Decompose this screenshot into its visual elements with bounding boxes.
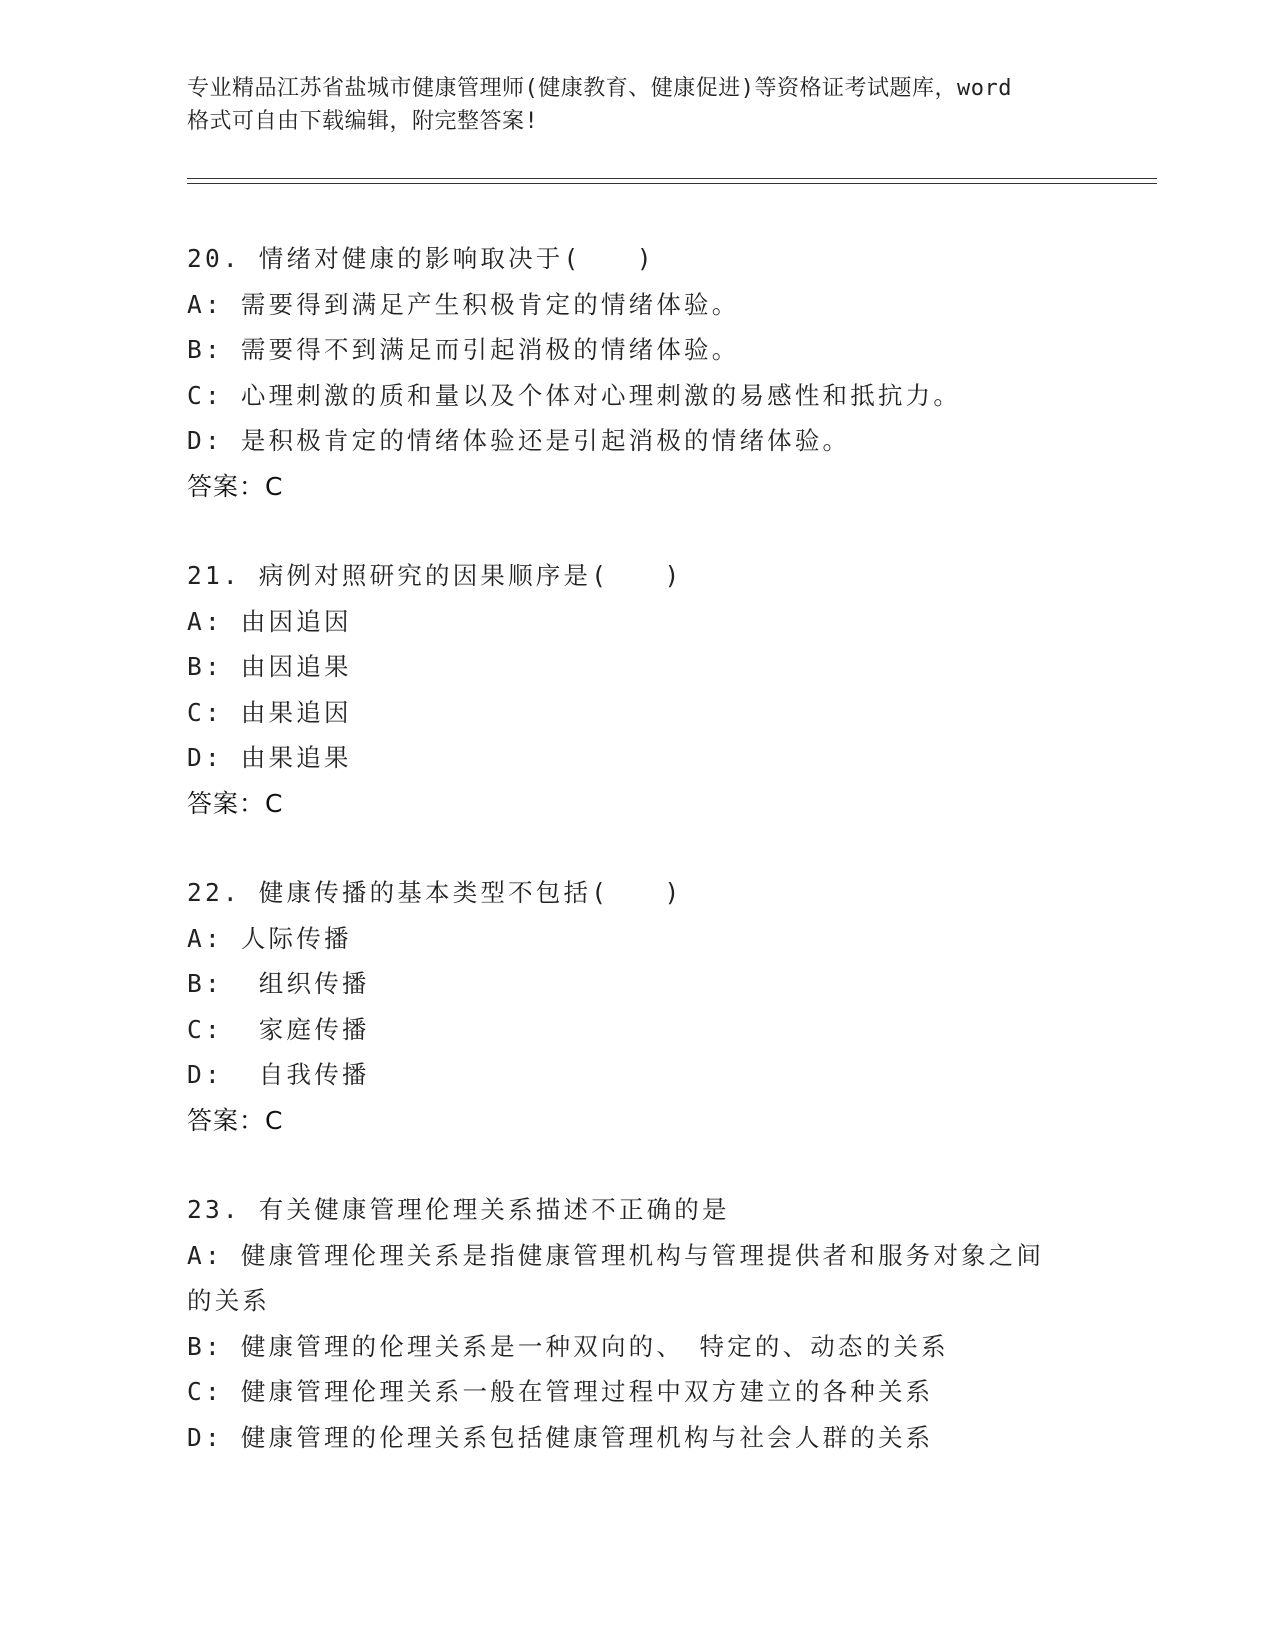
option-a: A: 健康管理伦理关系是指健康管理机构与管理提供者和服务对象之间的关系	[187, 1240, 1045, 1315]
answer: 答案：C	[187, 788, 284, 818]
option-d: D: 健康管理的伦理关系包括健康管理机构与社会人群的关系	[187, 1422, 934, 1452]
option-d: D: 是积极肯定的情绪体验还是引起消极的情绪体验。	[187, 426, 851, 455]
question-23	[187, 1187, 1147, 1460]
question-20	[187, 236, 1147, 509]
question-21	[187, 553, 1147, 826]
option-c: C: 健康管理伦理关系一般在管理过程中双方建立的各种关系	[187, 1377, 934, 1406]
option-b: B: 健康管理的伦理关系是一种双向的、 特定的、动态的关系	[187, 1331, 949, 1361]
option-b: B: 由因追果	[187, 652, 352, 681]
answer: 答案：C	[187, 1105, 284, 1135]
question-stem: 22. 健康传播的基本类型不包括( )	[187, 878, 683, 907]
question-list	[187, 236, 1147, 1504]
header-divider-bottom	[187, 183, 1157, 184]
option-c: C: 家庭传播	[187, 1014, 370, 1044]
answer: 答案：C	[187, 471, 284, 501]
question-stem: 20. 情绪对健康的影响取决于( )	[187, 244, 655, 273]
option-a: A: 由因追因	[187, 606, 352, 636]
option-b: B: 组织传播	[187, 969, 370, 998]
question-22	[187, 870, 1147, 1143]
question-stem: 23. 有关健康管理伦理关系描述不正确的是	[187, 1195, 730, 1224]
option-c: C: 心理刺激的质和量以及个体对心理刺激的易感性和抵抗力。	[187, 380, 962, 410]
option-c: C: 由果追因	[187, 697, 352, 727]
header-line-1: 专业精品江苏省盐城市健康管理师(健康教育、健康促进)等资格证考试题库，word	[187, 76, 1012, 101]
option-a: A: 需要得到满足产生积极肯定的情绪体验。	[187, 289, 740, 319]
option-d: D: 自我传播	[187, 1060, 370, 1089]
option-d: D: 由果追果	[187, 743, 352, 772]
question-stem: 21. 病例对照研究的因果顺序是( )	[187, 561, 683, 590]
document-header	[187, 72, 1087, 138]
option-a: A: 人际传播	[187, 923, 352, 953]
header-divider-top	[187, 178, 1157, 179]
option-b: B: 需要得不到满足而引起消极的情绪体验。	[187, 335, 740, 364]
header-line-2: 格式可自由下载编辑，附完整答案!	[187, 109, 539, 134]
